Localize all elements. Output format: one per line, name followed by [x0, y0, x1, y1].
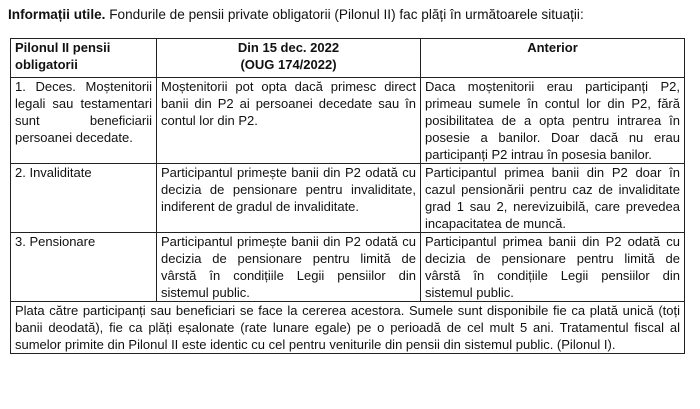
intro-text: Fondurile de pensii private obligatorii (Pilonul II) fac plăți în următoarele situații:: [109, 7, 584, 22]
row-previous: Daca moștenitorii erau participanți P2, primeau sumele în contul lor din P2, fără posibilitatea de a opta pentru intrarea în posesie a banilor. Doar dacă nu erau participanți P2 intrau în posesia banilor.: [421, 78, 685, 164]
row-previous: Participantul primea banii din P2 odată cu decizia de pensionare pentru limită de vârstă în condițiile Legii pensiilor din sistemul public.: [421, 233, 685, 302]
table-header-row: [11, 39, 685, 78]
row-previous: Participantul primea banii din P2 doar în cazul pensionării pentru caz de invaliditate grad 1 sau 2, nerevizuibilă, care prevedea incapacitatea de muncă.: [421, 164, 685, 233]
table-footer-row: [11, 302, 685, 354]
row-label: 2. Invaliditate: [11, 164, 157, 233]
header-previous: Anterior: [421, 39, 685, 78]
row-label: 1. Deces. Moștenitorii legali sau testamentari sunt beneficiarii persoanei decedate.: [11, 78, 157, 164]
header-current: [157, 39, 421, 78]
table-row: [11, 78, 685, 164]
row-current: Participantul primește banii din P2 odată cu decizia de pensionare pentru invaliditate, indiferent de gradul de invaliditate.: [157, 164, 421, 233]
header-pillar: Pilonul II pensii obligatorii: [11, 39, 157, 78]
row-current: Moștenitorii pot opta dacă primesc direct banii din P2 ai persoanei decedate sau în contul lor din P2.: [157, 78, 421, 164]
intro-bold: Informații utile.: [8, 7, 106, 22]
header-current-ordinance: (OUG 174/2022): [240, 57, 337, 72]
table-row: [11, 233, 685, 302]
row-current: Participantul primește banii din P2 odată cu decizia de pensionare pentru limită de vârstă în condițiile Legii pensiilor din sistemul public.: [157, 233, 421, 302]
row-label: 3. Pensionare: [11, 233, 157, 302]
pension-table: [10, 38, 685, 354]
table-row: [11, 164, 685, 233]
table-footer-note: Plata către participanți sau beneficiari se face la cererea acestora. Sumele sunt disponibile fie ca plată unică (toți banii deodată), fie ca plăți eșalonate (rate lunare egale) pe o perioadă de cel mult 5 ani. Tratamentul fiscal al sumelor primite din Pilonul II este identic cu cel pentru veniturile din pensii din sistemul public. (Pilonul I).: [11, 302, 685, 354]
header-current-date: Din 15 dec. 2022: [237, 40, 340, 55]
intro-line: [8, 6, 698, 24]
